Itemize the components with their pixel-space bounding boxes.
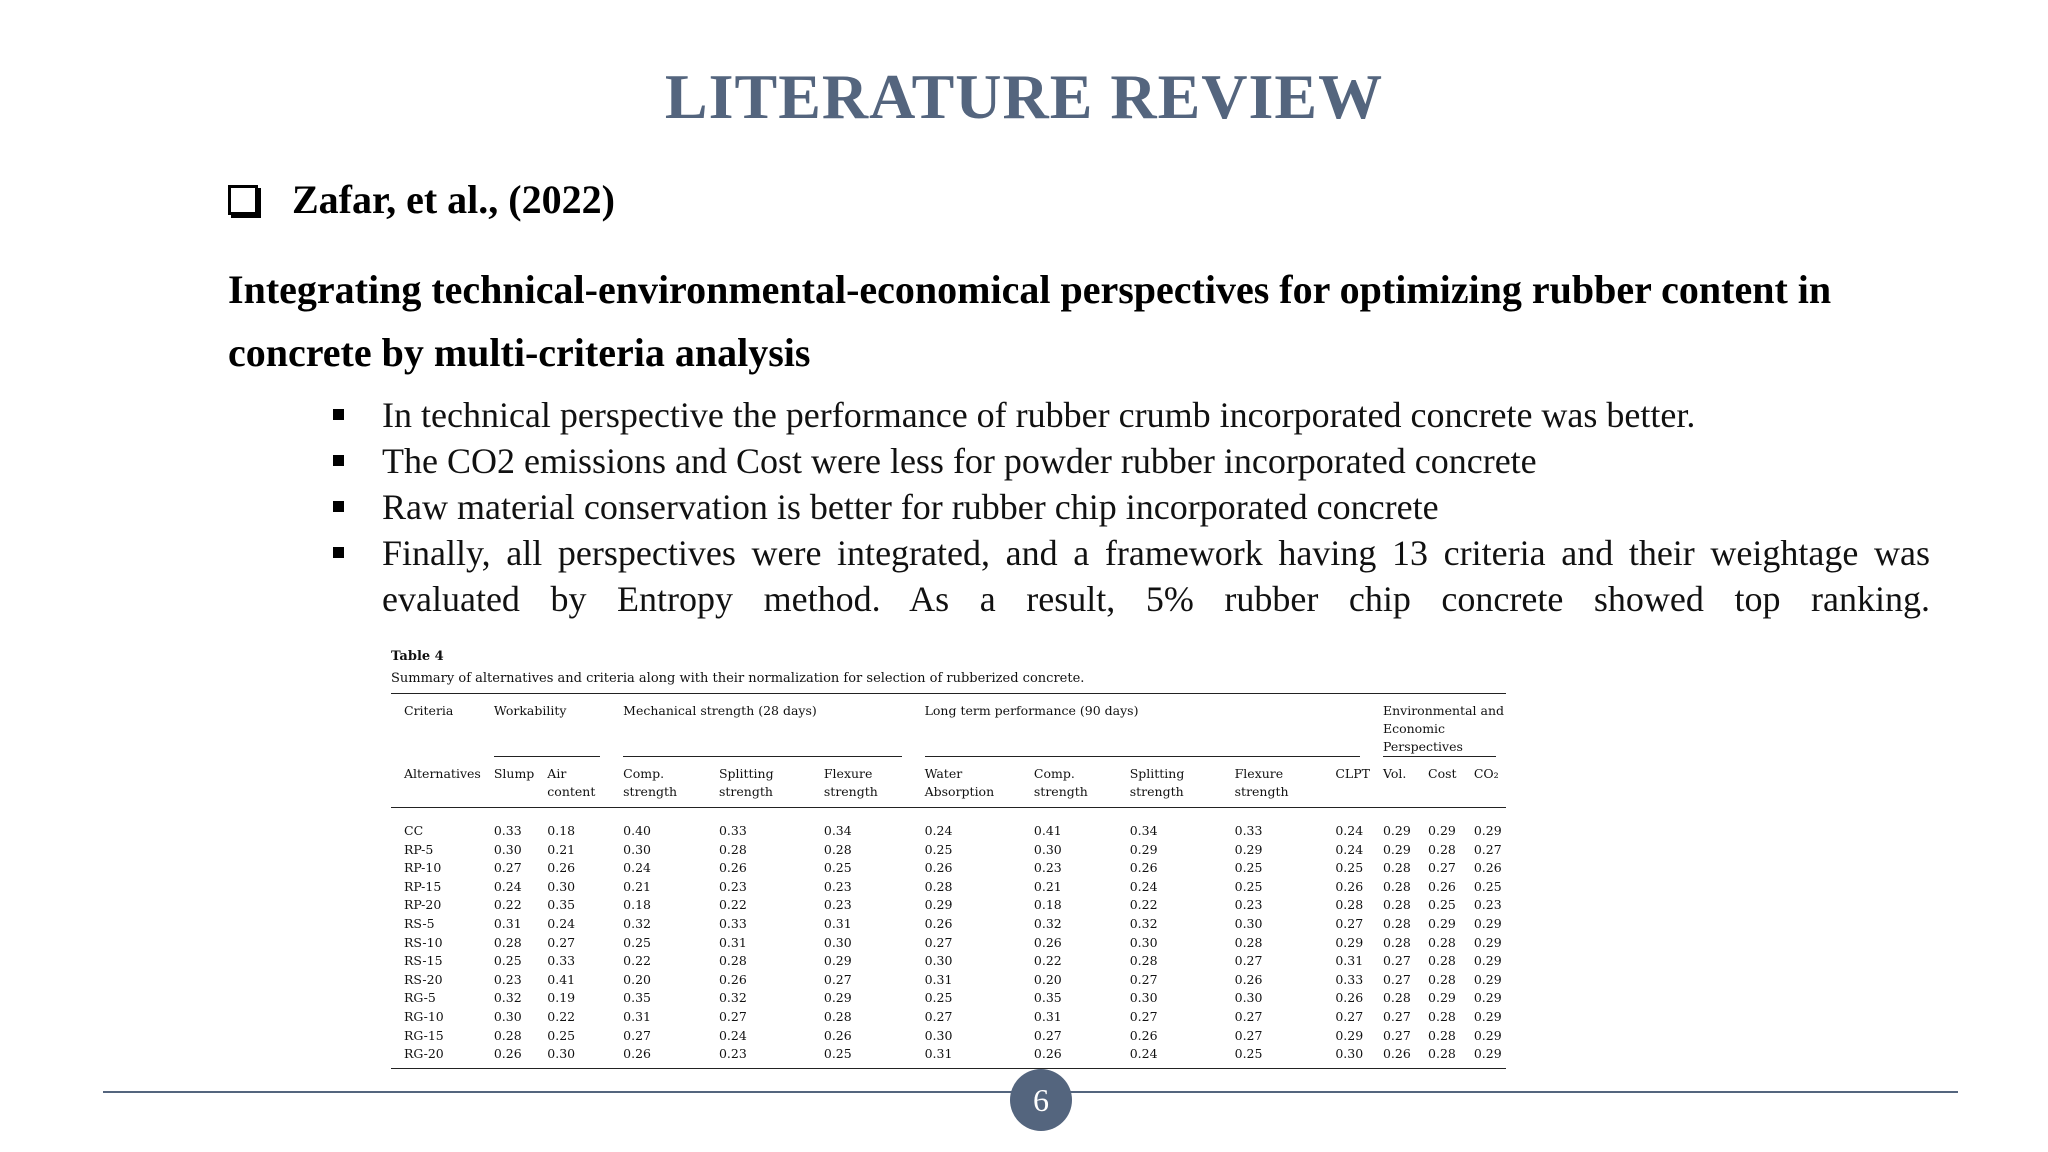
table-cell: 0.30	[1335, 1046, 1364, 1062]
square-bullet-icon	[333, 455, 344, 466]
table-row	[391, 989, 1506, 1008]
table-cell: 0.27	[1382, 1008, 1411, 1024]
table-cell: 0.24	[1129, 878, 1158, 894]
group-header-workability: Workability	[481, 694, 610, 758]
table-cell: 0.33	[547, 953, 576, 969]
table-cell: 0.25	[924, 990, 953, 1006]
table-cell: 0.28	[1382, 860, 1411, 876]
table-cell: 0.27	[924, 1008, 953, 1024]
table-cell: 0.29	[1335, 1027, 1364, 1043]
table-cell: 0.25	[623, 934, 651, 950]
table-cell: 0.30	[623, 841, 651, 857]
table-cell: 0.29	[1473, 823, 1502, 838]
table-cell: 0.24	[623, 860, 651, 876]
table-cell: 0.26	[1335, 990, 1364, 1006]
table-cell: 0.28	[823, 1008, 852, 1024]
table-cell: 0.29	[1382, 823, 1411, 838]
table-cell: 0.29	[823, 990, 852, 1006]
table-cell: 0.27	[1234, 953, 1263, 969]
table-cell: 0.21	[623, 878, 651, 894]
table-cell: 0.30	[1234, 915, 1263, 931]
table-cell: 0.24	[493, 878, 522, 894]
table-cell: 0.28	[1428, 841, 1456, 857]
square-bullet-icon	[333, 501, 344, 512]
table-cell: 0.28	[1335, 897, 1364, 913]
table-cell: 0.28	[1382, 915, 1411, 931]
column-header: Comp. strength	[610, 757, 706, 808]
table-cell: 0.29	[1473, 1046, 1502, 1062]
table-cell: 0.29	[1382, 841, 1411, 857]
table-cell: 0.27	[1033, 1027, 1062, 1043]
table-row	[391, 841, 1506, 860]
table-cell: 0.32	[493, 990, 522, 1006]
table-cell: 0.23	[823, 897, 852, 913]
table-cell: 0.26	[547, 860, 576, 876]
table-cell: 0.26	[718, 860, 747, 876]
column-header: Splitting strength	[1117, 757, 1222, 808]
table-row	[391, 859, 1506, 878]
table-figure	[391, 648, 1506, 1069]
table-cell: 0.32	[1033, 915, 1062, 931]
table-cell: 0.25	[1473, 878, 1502, 894]
table-cell: 0.29	[1129, 841, 1158, 857]
table-cell: 0.31	[823, 915, 852, 931]
table-cell: 0.25	[1234, 860, 1263, 876]
table-cell: 0.30	[493, 841, 522, 857]
table-cell: 0.35	[623, 990, 651, 1006]
table-cell: 0.26	[823, 1027, 852, 1043]
table-cell: 0.28	[718, 953, 747, 969]
table-cell: 0.27	[1234, 1027, 1263, 1043]
table-cell: 0.29	[1473, 990, 1502, 1006]
table-cell: 0.28	[1382, 878, 1411, 894]
table-cell: 0.30	[1129, 990, 1158, 1006]
table-cell: 0.24	[718, 1027, 747, 1043]
table-cell: 0.29	[1428, 915, 1456, 931]
table-cell: 0.24	[1335, 823, 1364, 838]
table-cell: 0.26	[1382, 1046, 1411, 1062]
table-cell: 0.25	[493, 953, 522, 969]
table-cell: 0.28	[1234, 934, 1263, 950]
table-cell: 0.31	[1033, 1008, 1062, 1024]
table-cell: 0.31	[493, 915, 522, 931]
table-cell: 0.25	[1234, 1046, 1263, 1062]
table-cell: 0.20	[623, 971, 651, 987]
table-cell: 0.28	[823, 841, 852, 857]
table-cell: 0.30	[1033, 841, 1062, 857]
table-cell: 0.27	[1129, 1008, 1158, 1024]
table-cell: 0.27	[1473, 841, 1502, 857]
table-cell: 0.28	[1382, 990, 1411, 1006]
row-label-cell: RP-5	[404, 841, 434, 857]
column-header: Flexure strength	[811, 757, 912, 808]
data-table	[391, 693, 1506, 1069]
table-cell: 0.24	[924, 823, 953, 838]
table-cell: 0.41	[547, 971, 576, 987]
table-cell: 0.29	[1473, 1027, 1502, 1043]
table-cell: 0.34	[823, 823, 852, 838]
table-cell: 0.29	[1473, 971, 1502, 987]
row-label-cell: RS-15	[404, 953, 443, 969]
table-cell: 0.21	[1033, 878, 1062, 894]
bullet-item: Finally, all perspectives were integrated, and a framework having 13 criteria and their weightage was evaluated by Entropy method. As a result, 5% rubber chip concrete showed top ranking.	[330, 530, 1930, 622]
table-cell: 0.31	[718, 934, 747, 950]
row-label-cell: RG-20	[404, 1046, 444, 1062]
table-cell: 0.26	[1473, 860, 1502, 876]
table-cell: 0.28	[1382, 934, 1411, 950]
row-label-cell: RP-15	[404, 878, 442, 894]
table-cell: 0.27	[1129, 971, 1158, 987]
table-cell: 0.24	[1335, 841, 1364, 857]
table-cell: 0.26	[1033, 934, 1062, 950]
table-cell: 0.22	[493, 897, 522, 913]
table-cell: 0.33	[1234, 823, 1263, 838]
table-cell: 0.30	[823, 934, 852, 950]
table-cell: 0.28	[1428, 1027, 1456, 1043]
table-cell: 0.31	[924, 1046, 953, 1062]
table-cell: 0.29	[1473, 1008, 1502, 1024]
table-cell: 0.30	[547, 878, 576, 894]
row-label-cell: CC	[404, 823, 424, 838]
column-header: Flexure strength	[1222, 757, 1323, 808]
table-row	[391, 952, 1506, 971]
page-number: 6	[1010, 1069, 1072, 1131]
table-cell: 0.27	[547, 934, 576, 950]
row-label-cell: RS-5	[404, 915, 435, 931]
table-cell: 0.22	[1033, 953, 1062, 969]
column-header: Water Absorption	[912, 757, 1021, 808]
column-header: CO₂	[1461, 757, 1506, 808]
row-label-cell: RS-20	[404, 971, 443, 987]
table-row	[391, 808, 1506, 841]
table-cell: 0.29	[1428, 823, 1456, 838]
table-cell: 0.25	[1428, 897, 1456, 913]
table-cell: 0.25	[924, 841, 953, 857]
table-cell: 0.23	[493, 971, 522, 987]
table-cell: 0.28	[1428, 1046, 1456, 1062]
table-row	[391, 1027, 1506, 1046]
group-header-long-term: Long term performance (90 days)	[912, 694, 1370, 758]
column-header: Slump	[481, 757, 534, 808]
table-body	[391, 808, 1506, 1069]
table-cell: 0.30	[924, 953, 953, 969]
table-cell: 0.27	[718, 1008, 747, 1024]
table-cell: 0.28	[493, 1027, 522, 1043]
table-cell: 0.27	[1382, 971, 1411, 987]
bullet-list	[330, 392, 1930, 622]
table-cell: 0.28	[1428, 934, 1456, 950]
table-cell: 0.28	[1428, 971, 1456, 987]
table-cell: 0.32	[718, 990, 747, 1006]
table-cell: 0.30	[1234, 990, 1263, 1006]
table-cell: 0.26	[924, 860, 953, 876]
table-cell: 0.25	[823, 860, 852, 876]
table-cell: 0.24	[547, 915, 576, 931]
table-cell: 0.22	[547, 1008, 576, 1024]
slide-title: LITERATURE REVIEW	[664, 61, 1384, 132]
table-cell: 0.29	[1234, 841, 1263, 857]
bullet-item: The CO2 emissions and Cost were less for powder rubber incorporated concrete	[330, 438, 1930, 484]
table-cell: 0.28	[493, 934, 522, 950]
table-cell: 0.32	[1129, 915, 1158, 931]
table-cell: 0.27	[493, 860, 522, 876]
table-cell: 0.30	[924, 1027, 953, 1043]
table-cell: 0.28	[924, 878, 953, 894]
group-header-env-econ: Environmental and Economic Perspectives	[1370, 694, 1506, 758]
table-cell: 0.27	[623, 1027, 651, 1043]
table-cell: 0.22	[718, 897, 747, 913]
table-cell: 0.26	[718, 971, 747, 987]
table-cell: 0.33	[1335, 971, 1364, 987]
checkbox-bullet-icon	[228, 185, 258, 215]
table-row	[391, 934, 1506, 953]
table-cell: 0.18	[547, 823, 576, 838]
table-cell: 0.26	[1033, 1046, 1062, 1062]
group-header-mechanical: Mechanical strength (28 days)	[610, 694, 911, 758]
table-row	[391, 896, 1506, 915]
table-cell: 0.29	[1335, 934, 1364, 950]
table-cell: 0.29	[1473, 953, 1502, 969]
table-cell: 0.28	[718, 841, 747, 857]
table-row	[391, 971, 1506, 990]
column-header: Vol.	[1370, 757, 1415, 808]
table-cell: 0.26	[1234, 971, 1263, 987]
table-cell: 0.27	[1335, 1008, 1364, 1024]
table-cell: 0.22	[1129, 897, 1158, 913]
table-row	[391, 1045, 1506, 1068]
group-header-criteria: Criteria	[404, 703, 454, 718]
column-header: Comp. strength	[1021, 757, 1117, 808]
table-cell: 0.28	[1382, 897, 1411, 913]
table-cell: 0.29	[1473, 915, 1502, 931]
table-cell: 0.32	[623, 915, 651, 931]
table-row	[391, 915, 1506, 934]
table-cell: 0.40	[623, 823, 651, 838]
table-cell: 0.27	[924, 934, 953, 950]
paper-title: Integrating technical-environmental-economical perspectives for optimizing rubber content in concrete by multi-criteria analysis	[228, 267, 1832, 375]
square-bullet-icon	[333, 409, 344, 420]
table-cell: 0.27	[1335, 915, 1364, 931]
table-cell: 0.20	[1033, 971, 1062, 987]
table-cell: 0.30	[493, 1008, 522, 1024]
table-cell: 0.18	[1033, 897, 1062, 913]
table-cell: 0.31	[924, 971, 953, 987]
table-cell: 0.28	[1428, 1008, 1456, 1024]
table-cell: 0.27	[1382, 953, 1411, 969]
table-cell: 0.25	[1335, 860, 1364, 876]
row-label-cell: RG-15	[404, 1027, 444, 1043]
table-cell: 0.27	[1382, 1027, 1411, 1043]
table-cell: 0.25	[547, 1027, 576, 1043]
row-label-cell: RS-10	[404, 934, 443, 950]
bullet-item: Raw material conservation is better for rubber chip incorporated concrete	[330, 484, 1930, 530]
table-cell: 0.26	[1129, 860, 1158, 876]
table-cell: 0.33	[493, 823, 522, 838]
column-header: Alternatives	[391, 757, 481, 808]
table-cell: 0.31	[1335, 953, 1364, 969]
table-cell: 0.27	[823, 971, 852, 987]
table-cell: 0.35	[1033, 990, 1062, 1006]
bullet-item: In technical perspective the performance of rubber crumb incorporated concrete was better.	[330, 392, 1930, 438]
table-cell: 0.18	[623, 897, 651, 913]
row-label-cell: RG-10	[404, 1008, 444, 1024]
table-cell: 0.23	[718, 1046, 747, 1062]
row-label-cell: RP-10	[404, 860, 442, 876]
table-cell: 0.30	[1129, 934, 1158, 950]
table-cell: 0.26	[924, 915, 953, 931]
table-cell: 0.25	[1234, 878, 1263, 894]
table-cell: 0.29	[823, 953, 852, 969]
table-cell: 0.23	[1473, 897, 1502, 913]
column-header: CLPT	[1322, 757, 1370, 808]
table-cell: 0.41	[1033, 823, 1062, 838]
table-cell: 0.26	[1335, 878, 1364, 894]
table-cell: 0.29	[924, 897, 953, 913]
table-cell: 0.26	[493, 1046, 522, 1062]
column-header-row	[391, 757, 1506, 808]
table-cell: 0.27	[1234, 1008, 1263, 1024]
column-header: Splitting strength	[706, 757, 811, 808]
table-cell: 0.26	[1428, 878, 1456, 894]
table-cell: 0.29	[1473, 934, 1502, 950]
table-cell: 0.21	[547, 841, 576, 857]
table-caption: Table 4	[391, 649, 444, 664]
table-cell: 0.31	[623, 1008, 651, 1024]
row-label-cell: RP-20	[404, 897, 442, 913]
table-row	[391, 878, 1506, 897]
table-row	[391, 1008, 1506, 1027]
column-header: Air content	[534, 757, 610, 808]
citation-text: Zafar, et al., (2022)	[292, 177, 615, 222]
table-cell: 0.19	[547, 990, 576, 1006]
table-cell: 0.25	[823, 1046, 852, 1062]
table-cell: 0.24	[1129, 1046, 1158, 1062]
table-cell: 0.22	[623, 953, 651, 969]
table-cell: 0.28	[1428, 953, 1456, 969]
table-cell: 0.27	[1428, 860, 1456, 876]
column-header: Cost	[1415, 757, 1461, 808]
table-cell: 0.29	[1428, 990, 1456, 1006]
citation-heading	[228, 176, 615, 223]
table-cell: 0.34	[1129, 823, 1158, 838]
table-cell: 0.33	[718, 915, 747, 931]
table-cell: 0.30	[547, 1046, 576, 1062]
table-cell: 0.23	[718, 878, 747, 894]
table-cell: 0.35	[547, 897, 576, 913]
table-cell: 0.28	[1129, 953, 1158, 969]
table-cell: 0.23	[1033, 860, 1062, 876]
square-bullet-icon	[333, 547, 344, 558]
table-cell: 0.23	[823, 878, 852, 894]
table-cell: 0.26	[1129, 1027, 1158, 1043]
table-cell: 0.23	[1234, 897, 1263, 913]
row-label-cell: RG-5	[404, 990, 436, 1006]
table-cell: 0.26	[623, 1046, 651, 1062]
table-cell: 0.33	[718, 823, 747, 838]
table-subtitle: Summary of alternatives and criteria along with their normalization for selection of rubberized concrete.	[391, 671, 1085, 686]
